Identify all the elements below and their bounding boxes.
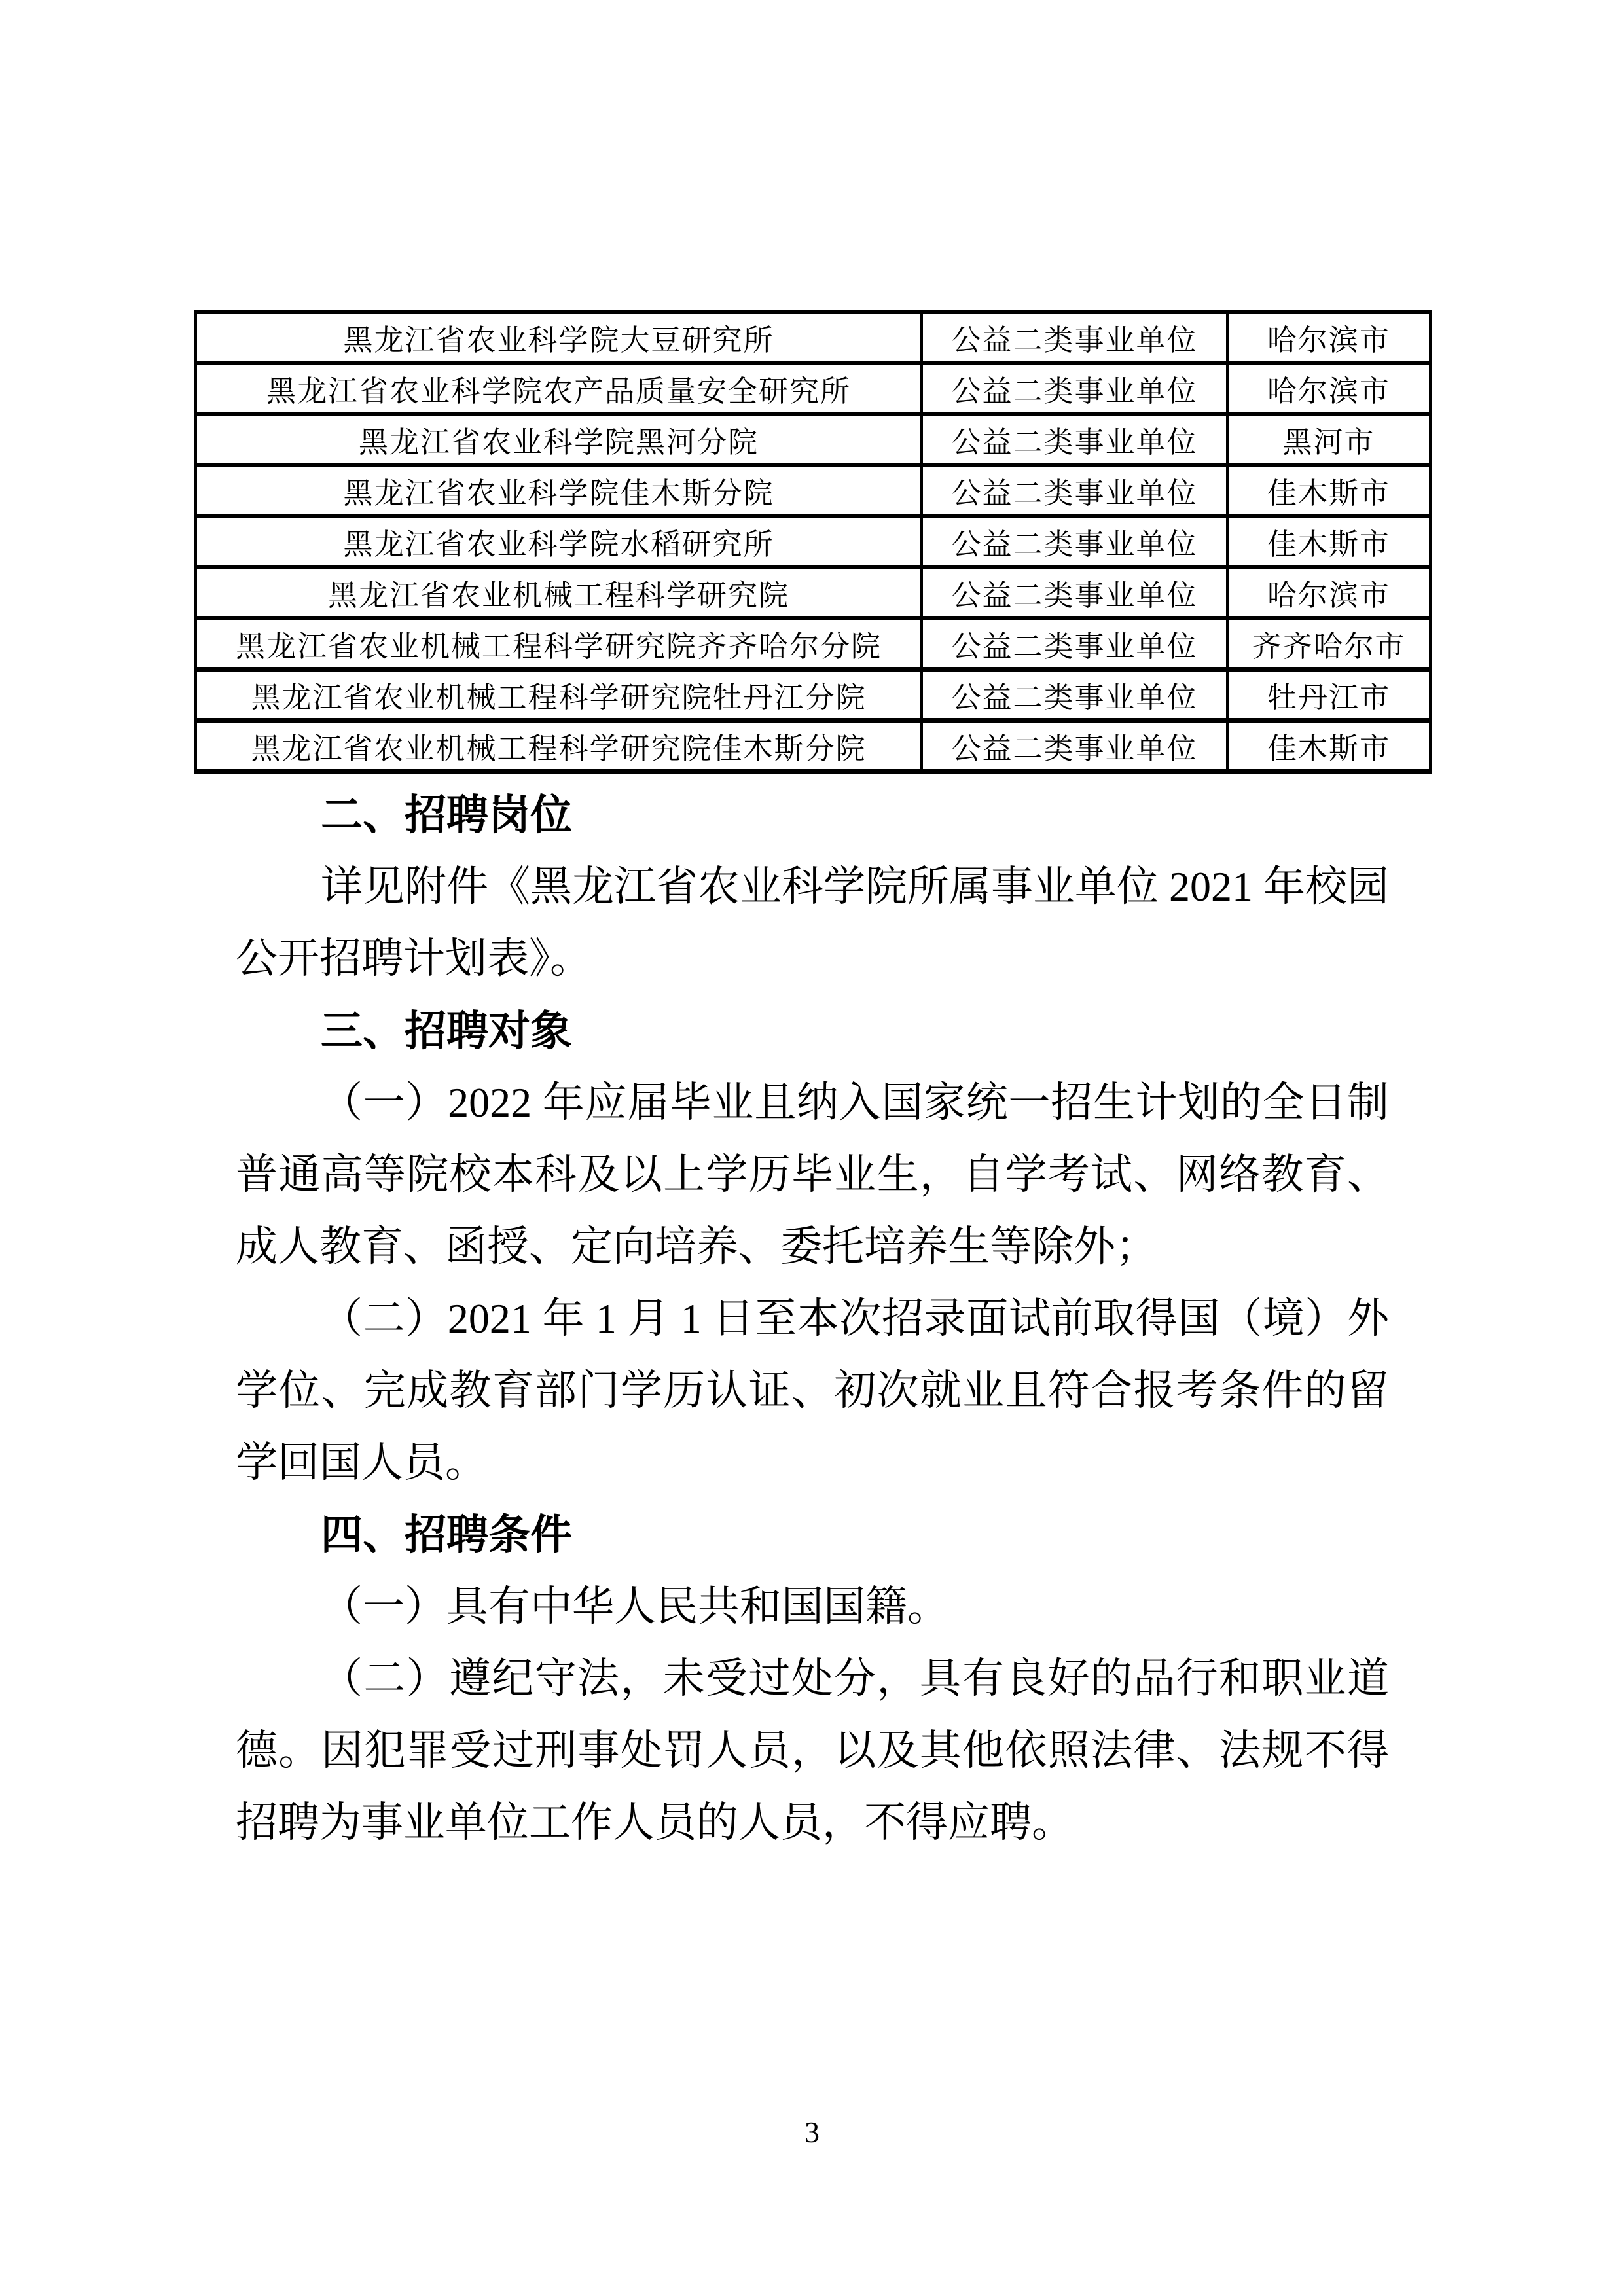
unit-type-cell: 公益二类事业单位: [922, 721, 1227, 772]
table-row: [196, 312, 1430, 363]
section-heading-recruit-conditions: 四、招聘条件: [321, 1511, 572, 1558]
unit-type-cell: 公益二类事业单位: [922, 465, 1227, 516]
unit-city-cell: 佳木斯市: [1227, 465, 1430, 516]
table-row: [196, 721, 1430, 772]
section-heading-recruit-targets: 三、招聘对象: [321, 1007, 572, 1054]
table-row: [196, 414, 1430, 465]
unit-city-cell: 哈尔滨市: [1227, 567, 1430, 619]
paragraph-condition-2: （二）遵纪守法，未受过处分，具有良好的品行和职业道德。因犯罪受过刑事处罚人员，以及其他依照法律、法规不得招聘为事业单位工作人员的人员，不得应聘。: [236, 1655, 1389, 1846]
unit-type-cell: 公益二类事业单位: [922, 414, 1227, 465]
unit-name-cell: 黑龙江省农业科学院水稻研究所: [196, 516, 922, 567]
unit-name-cell: 黑龙江省农业机械工程科学研究院佳木斯分院: [196, 721, 922, 772]
unit-table: [194, 310, 1432, 774]
paragraph-condition-1: （一）具有中华人民共和国国籍。: [321, 1583, 949, 1630]
paragraph-target-1: （一）2022 年应届毕业且纳入国家统一招生计划的全日制普通高等院校本科及以上学历毕业生，自学考试、网络教育、成人教育、函授、定向培养、委托培养生等除外；: [236, 1079, 1389, 1270]
unit-name-cell: 黑龙江省农业科学院大豆研究所: [196, 312, 922, 363]
unit-city-cell: 哈尔滨市: [1227, 312, 1430, 363]
unit-type-cell: 公益二类事业单位: [922, 363, 1227, 414]
unit-name-cell: 黑龙江省农业机械工程科学研究院齐齐哈尔分院: [196, 619, 922, 670]
unit-name-cell: 黑龙江省农业科学院黑河分院: [196, 414, 922, 465]
unit-name-cell: 黑龙江省农业科学院农产品质量安全研究所: [196, 363, 922, 414]
unit-city-cell: 哈尔滨市: [1227, 363, 1430, 414]
unit-type-cell: 公益二类事业单位: [922, 619, 1227, 670]
unit-type-cell: 公益二类事业单位: [922, 516, 1227, 567]
paragraph-attachment-note: 详见附件《黑龙江省农业科学院所属事业单位 2021 年校园公开招聘计划表》。: [236, 863, 1389, 982]
unit-type-cell: 公益二类事业单位: [922, 567, 1227, 619]
unit-type-cell: 公益二类事业单位: [922, 312, 1227, 363]
unit-city-cell: 牡丹江市: [1227, 670, 1430, 721]
unit-city-cell: 佳木斯市: [1227, 721, 1430, 772]
unit-name-cell: 黑龙江省农业科学院佳木斯分院: [196, 465, 922, 516]
document-body: [236, 779, 1389, 1859]
unit-type-cell: 公益二类事业单位: [922, 670, 1227, 721]
table-row: [196, 567, 1430, 619]
table-row: [196, 516, 1430, 567]
section-heading-recruit-posts: 二、招聘岗位: [321, 791, 572, 838]
unit-name-cell: 黑龙江省农业机械工程科学研究院牡丹江分院: [196, 670, 922, 721]
unit-city-cell: 齐齐哈尔市: [1227, 619, 1430, 670]
paragraph-target-2: （二）2021 年 1 月 1 日至本次招录面试前取得国（境）外学位、完成教育部门学历认证、初次就业且符合报考条件的留学回国人员。: [236, 1295, 1389, 1486]
unit-city-cell: 佳木斯市: [1227, 516, 1430, 567]
table-row: [196, 670, 1430, 721]
unit-name-cell: 黑龙江省农业机械工程科学研究院: [196, 567, 922, 619]
table-row: [196, 465, 1430, 516]
unit-city-cell: 黑河市: [1227, 414, 1430, 465]
page-number: 3: [804, 2115, 820, 2149]
table-row: [196, 619, 1430, 670]
table-row: [196, 363, 1430, 414]
